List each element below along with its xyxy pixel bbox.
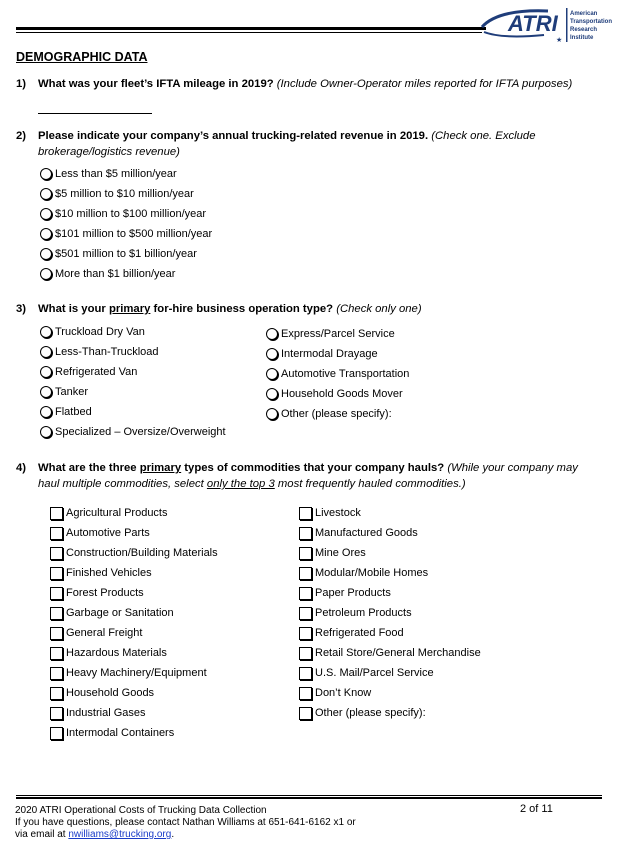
revenue-option[interactable]: $101 million to $500 million/year <box>40 227 212 241</box>
footer-line-1: 2020 ATRI Operational Costs of Trucking Data Collection <box>15 805 267 816</box>
commodity-option[interactable]: Household Goods <box>50 686 154 700</box>
checkbox-icon <box>50 507 63 520</box>
commodity-option[interactable]: Forest Products <box>50 586 144 600</box>
checkbox-icon <box>299 587 312 600</box>
revenue-option[interactable]: Less than $5 million/year <box>40 167 177 181</box>
operation-option[interactable]: Refrigerated Van <box>40 365 137 379</box>
checkbox-icon <box>50 727 63 740</box>
revenue-option[interactable]: More than $1 billion/year <box>40 267 175 281</box>
commodity-option[interactable]: Petroleum Products <box>299 606 412 620</box>
checkbox-icon <box>50 607 63 620</box>
question-4: 4) What are the three primary types of commodities that your company hauls? (While your company may haul multiple commodities, select only the top 3 most frequently hauled commodities.) <box>16 462 578 490</box>
question-2: 2) Please indicate your company’s annual trucking-related revenue in 2019. (Check one. Exclude brokerage/logistics revenue) <box>16 130 536 158</box>
checkbox-icon <box>299 547 312 560</box>
radio-icon <box>40 268 52 280</box>
radio-icon <box>40 248 52 260</box>
checkbox-icon <box>299 687 312 700</box>
revenue-option[interactable]: $5 million to $10 million/year <box>40 187 194 201</box>
operation-option[interactable]: Less-Than-Truckload <box>40 345 159 359</box>
commodity-option[interactable]: Industrial Gases <box>50 706 145 720</box>
commodity-option[interactable]: Livestock <box>299 506 361 520</box>
operation-option[interactable]: Other (please specify): <box>266 407 392 421</box>
checkbox-icon <box>299 707 312 720</box>
commodity-option[interactable]: Finished Vehicles <box>50 566 152 580</box>
checkbox-icon <box>50 547 63 560</box>
checkbox-icon <box>50 527 63 540</box>
radio-icon <box>40 366 52 378</box>
commodity-option[interactable]: Paper Products <box>299 586 391 600</box>
checkbox-icon <box>299 507 312 520</box>
radio-icon <box>266 388 278 400</box>
commodity-option[interactable]: Heavy Machinery/Equipment <box>50 666 207 680</box>
radio-icon <box>266 348 278 360</box>
operation-option[interactable]: Truckload Dry Van <box>40 325 145 339</box>
radio-icon <box>40 208 52 220</box>
commodity-option[interactable]: Retail Store/General Merchandise <box>299 646 481 660</box>
section-title: DEMOGRAPHIC DATA <box>16 50 148 64</box>
radio-icon <box>40 346 52 358</box>
checkbox-icon <box>299 527 312 540</box>
operation-option[interactable]: Tanker <box>40 385 88 399</box>
operation-option[interactable]: Intermodal Drayage <box>266 347 378 361</box>
checkbox-icon <box>299 647 312 660</box>
atri-logo <box>478 5 613 45</box>
operation-option[interactable]: Household Goods Mover <box>266 387 403 401</box>
footer-line-3: via email at nwilliams@trucking.org. <box>15 829 175 840</box>
footer-rule-thin <box>16 795 602 796</box>
commodity-option[interactable]: Automotive Parts <box>50 526 150 540</box>
checkbox-icon <box>50 567 63 580</box>
question-1: 1) What was your fleet’s IFTA mileage in 2019? (Include Owner-Operator miles reported for IFTA purposes) <box>16 78 573 90</box>
revenue-option[interactable]: $10 million to $100 million/year <box>40 207 206 221</box>
header-rule <box>16 27 486 30</box>
operation-option[interactable]: Express/Parcel Service <box>266 327 395 341</box>
svg-text:Institute: Institute <box>570 35 594 41</box>
contact-email-link[interactable]: nwilliams@trucking.org <box>68 829 172 840</box>
radio-icon <box>40 386 52 398</box>
svg-text:Research: Research <box>570 27 598 33</box>
header-rule-thin <box>16 32 482 33</box>
operation-option[interactable]: Automotive Transportation <box>266 367 409 381</box>
commodity-option[interactable]: Agricultural Products <box>50 506 168 520</box>
checkbox-icon <box>50 647 63 660</box>
radio-icon <box>40 228 52 240</box>
commodity-option[interactable]: Refrigerated Food <box>299 626 404 640</box>
commodity-option[interactable]: U.S. Mail/Parcel Service <box>299 666 434 680</box>
checkbox-icon <box>50 707 63 720</box>
commodity-option[interactable]: Construction/Building Materials <box>50 546 218 560</box>
checkbox-icon <box>299 567 312 580</box>
svg-text:Transportation: Transportation <box>570 19 613 25</box>
checkbox-icon <box>50 687 63 700</box>
radio-icon <box>266 408 278 420</box>
checkbox-icon <box>299 607 312 620</box>
radio-icon <box>266 328 278 340</box>
operation-option[interactable]: Specialized – Oversize/Overweight <box>40 425 226 439</box>
mileage-answer-line[interactable] <box>38 113 152 114</box>
question-3: 3) What is your primary for-hire business operation type? (Check only one) <box>16 303 422 315</box>
commodity-option[interactable]: Other (please specify): <box>299 706 426 720</box>
radio-icon <box>266 368 278 380</box>
radio-icon <box>40 188 52 200</box>
svg-text:American: American <box>570 11 598 17</box>
radio-icon <box>40 426 52 438</box>
commodity-option[interactable]: Hazardous Materials <box>50 646 167 660</box>
checkbox-icon <box>50 587 63 600</box>
checkbox-icon <box>50 627 63 640</box>
commodity-option[interactable]: General Freight <box>50 626 142 640</box>
footer-rule <box>16 797 602 799</box>
radio-icon <box>40 406 52 418</box>
star-icon: ★ <box>556 37 563 44</box>
page-number: 2 of 11 <box>520 803 553 815</box>
commodity-option[interactable]: Intermodal Containers <box>50 726 174 740</box>
operation-option[interactable]: Flatbed <box>40 405 92 419</box>
checkbox-icon <box>299 667 312 680</box>
footer-line-2: If you have questions, please contact Nathan Williams at 651-641-6162 x1 or <box>15 817 356 828</box>
commodity-option[interactable]: Manufactured Goods <box>299 526 418 540</box>
checkbox-icon <box>50 667 63 680</box>
radio-icon <box>40 168 52 180</box>
radio-icon <box>40 326 52 338</box>
commodity-option[interactable]: Modular/Mobile Homes <box>299 566 428 580</box>
commodity-option[interactable]: Garbage or Sanitation <box>50 606 174 620</box>
revenue-option[interactable]: $501 million to $1 billion/year <box>40 247 197 261</box>
commodity-option[interactable]: Don’t Know <box>299 686 371 700</box>
commodity-option[interactable]: Mine Ores <box>299 546 366 560</box>
checkbox-icon <box>299 627 312 640</box>
logo-wordmark: ATRI <box>508 11 558 36</box>
